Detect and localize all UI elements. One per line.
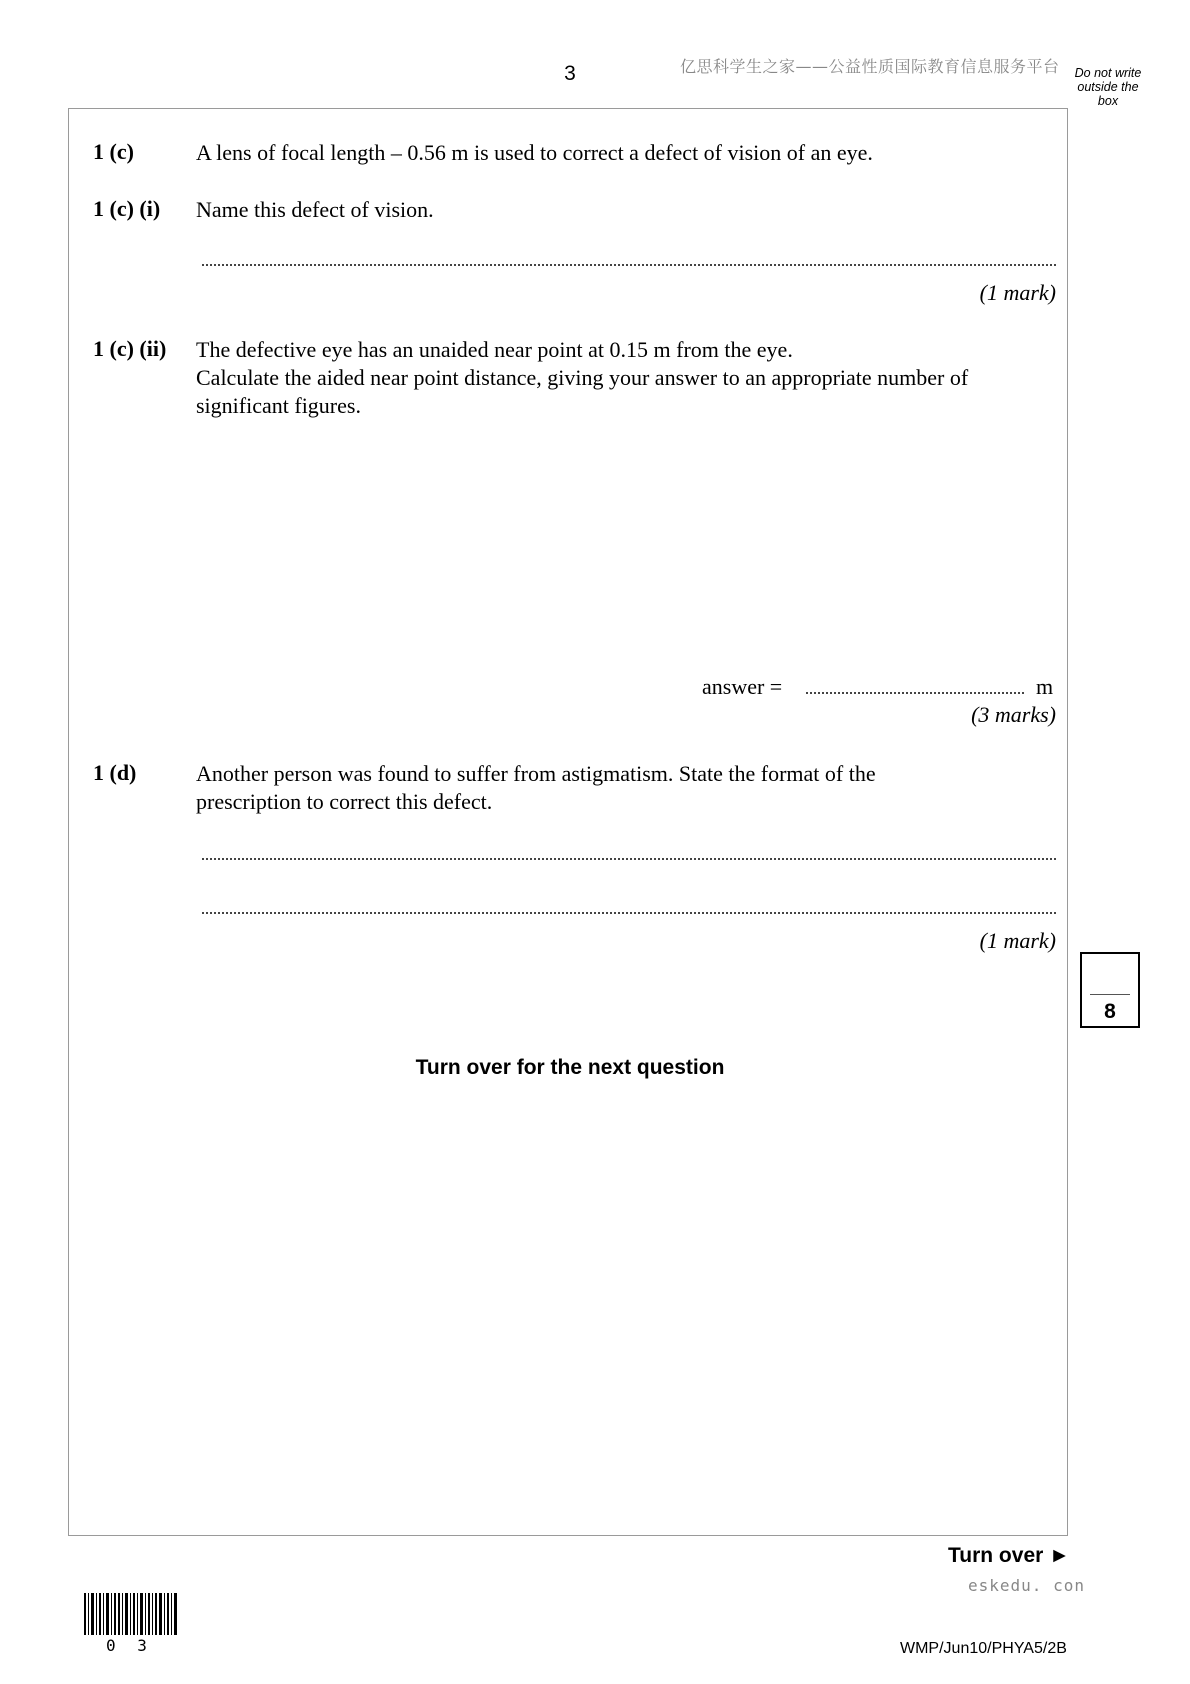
answer-line-1d-2[interactable] — [202, 910, 1056, 914]
question-1d-line-1: Another person was found to suffer from astigmatism. State the format of the — [196, 761, 876, 786]
barcode-number: 0 3 — [106, 1636, 153, 1655]
answer-label: answer = — [702, 674, 783, 699]
question-1ci-text: Name this defect of vision. — [196, 197, 434, 222]
score-divider — [1090, 994, 1130, 995]
turn-over-next-question: Turn over for the next question — [415, 1056, 725, 1079]
answer-line-1d-1[interactable] — [202, 856, 1056, 860]
page-number: 3 — [564, 62, 576, 85]
margin-note-line-1: Do not write — [1074, 66, 1142, 80]
score-box — [1080, 952, 1140, 1028]
paper-reference: WMP/Jun10/PHYA5/2B — [900, 1640, 1067, 1657]
margin-note-line-2: outside the — [1077, 80, 1139, 94]
margin-note-line-3: box — [1097, 94, 1119, 108]
question-1d-number: 1 (d) — [93, 760, 137, 785]
mark-1d: (1 mark) — [979, 928, 1056, 953]
answer-line-1ci[interactable] — [202, 262, 1056, 266]
question-1cii-line-1: The defective eye has an unaided near point at 0.15 m from the eye. — [196, 337, 793, 362]
margin-note — [1068, 66, 1148, 108]
question-1cii-line-3: significant figures. — [196, 393, 361, 418]
mark-1ci: (1 mark) — [979, 280, 1056, 305]
footer-watermark: eskedu. con — [968, 1576, 1085, 1595]
answer-field-1cii[interactable] — [806, 690, 1024, 694]
question-1c-text: A lens of focal length – 0.56 m is used to correct a defect of vision of an eye. — [196, 140, 873, 165]
barcode-icon — [84, 1593, 178, 1635]
header-watermark: 亿思科学生之家——公益性质国际教育信息服务平台 — [680, 57, 1060, 76]
mark-1cii: (3 marks) — [971, 702, 1056, 727]
question-1cii-number: 1 (c) (ii) — [93, 336, 167, 361]
question-1cii-line-2: Calculate the aided near point distance, giving your answer to an appropriate number of — [196, 365, 969, 390]
score-total: 8 — [1104, 1000, 1116, 1023]
answer-box-frame — [68, 108, 1068, 1536]
answer-unit: m — [1036, 674, 1054, 699]
turn-over: Turn over ► — [948, 1544, 1070, 1567]
question-1ci-number: 1 (c) (i) — [93, 196, 161, 221]
question-1c-number: 1 (c) — [93, 139, 134, 164]
question-1d-line-2: prescription to correct this defect. — [196, 789, 493, 814]
